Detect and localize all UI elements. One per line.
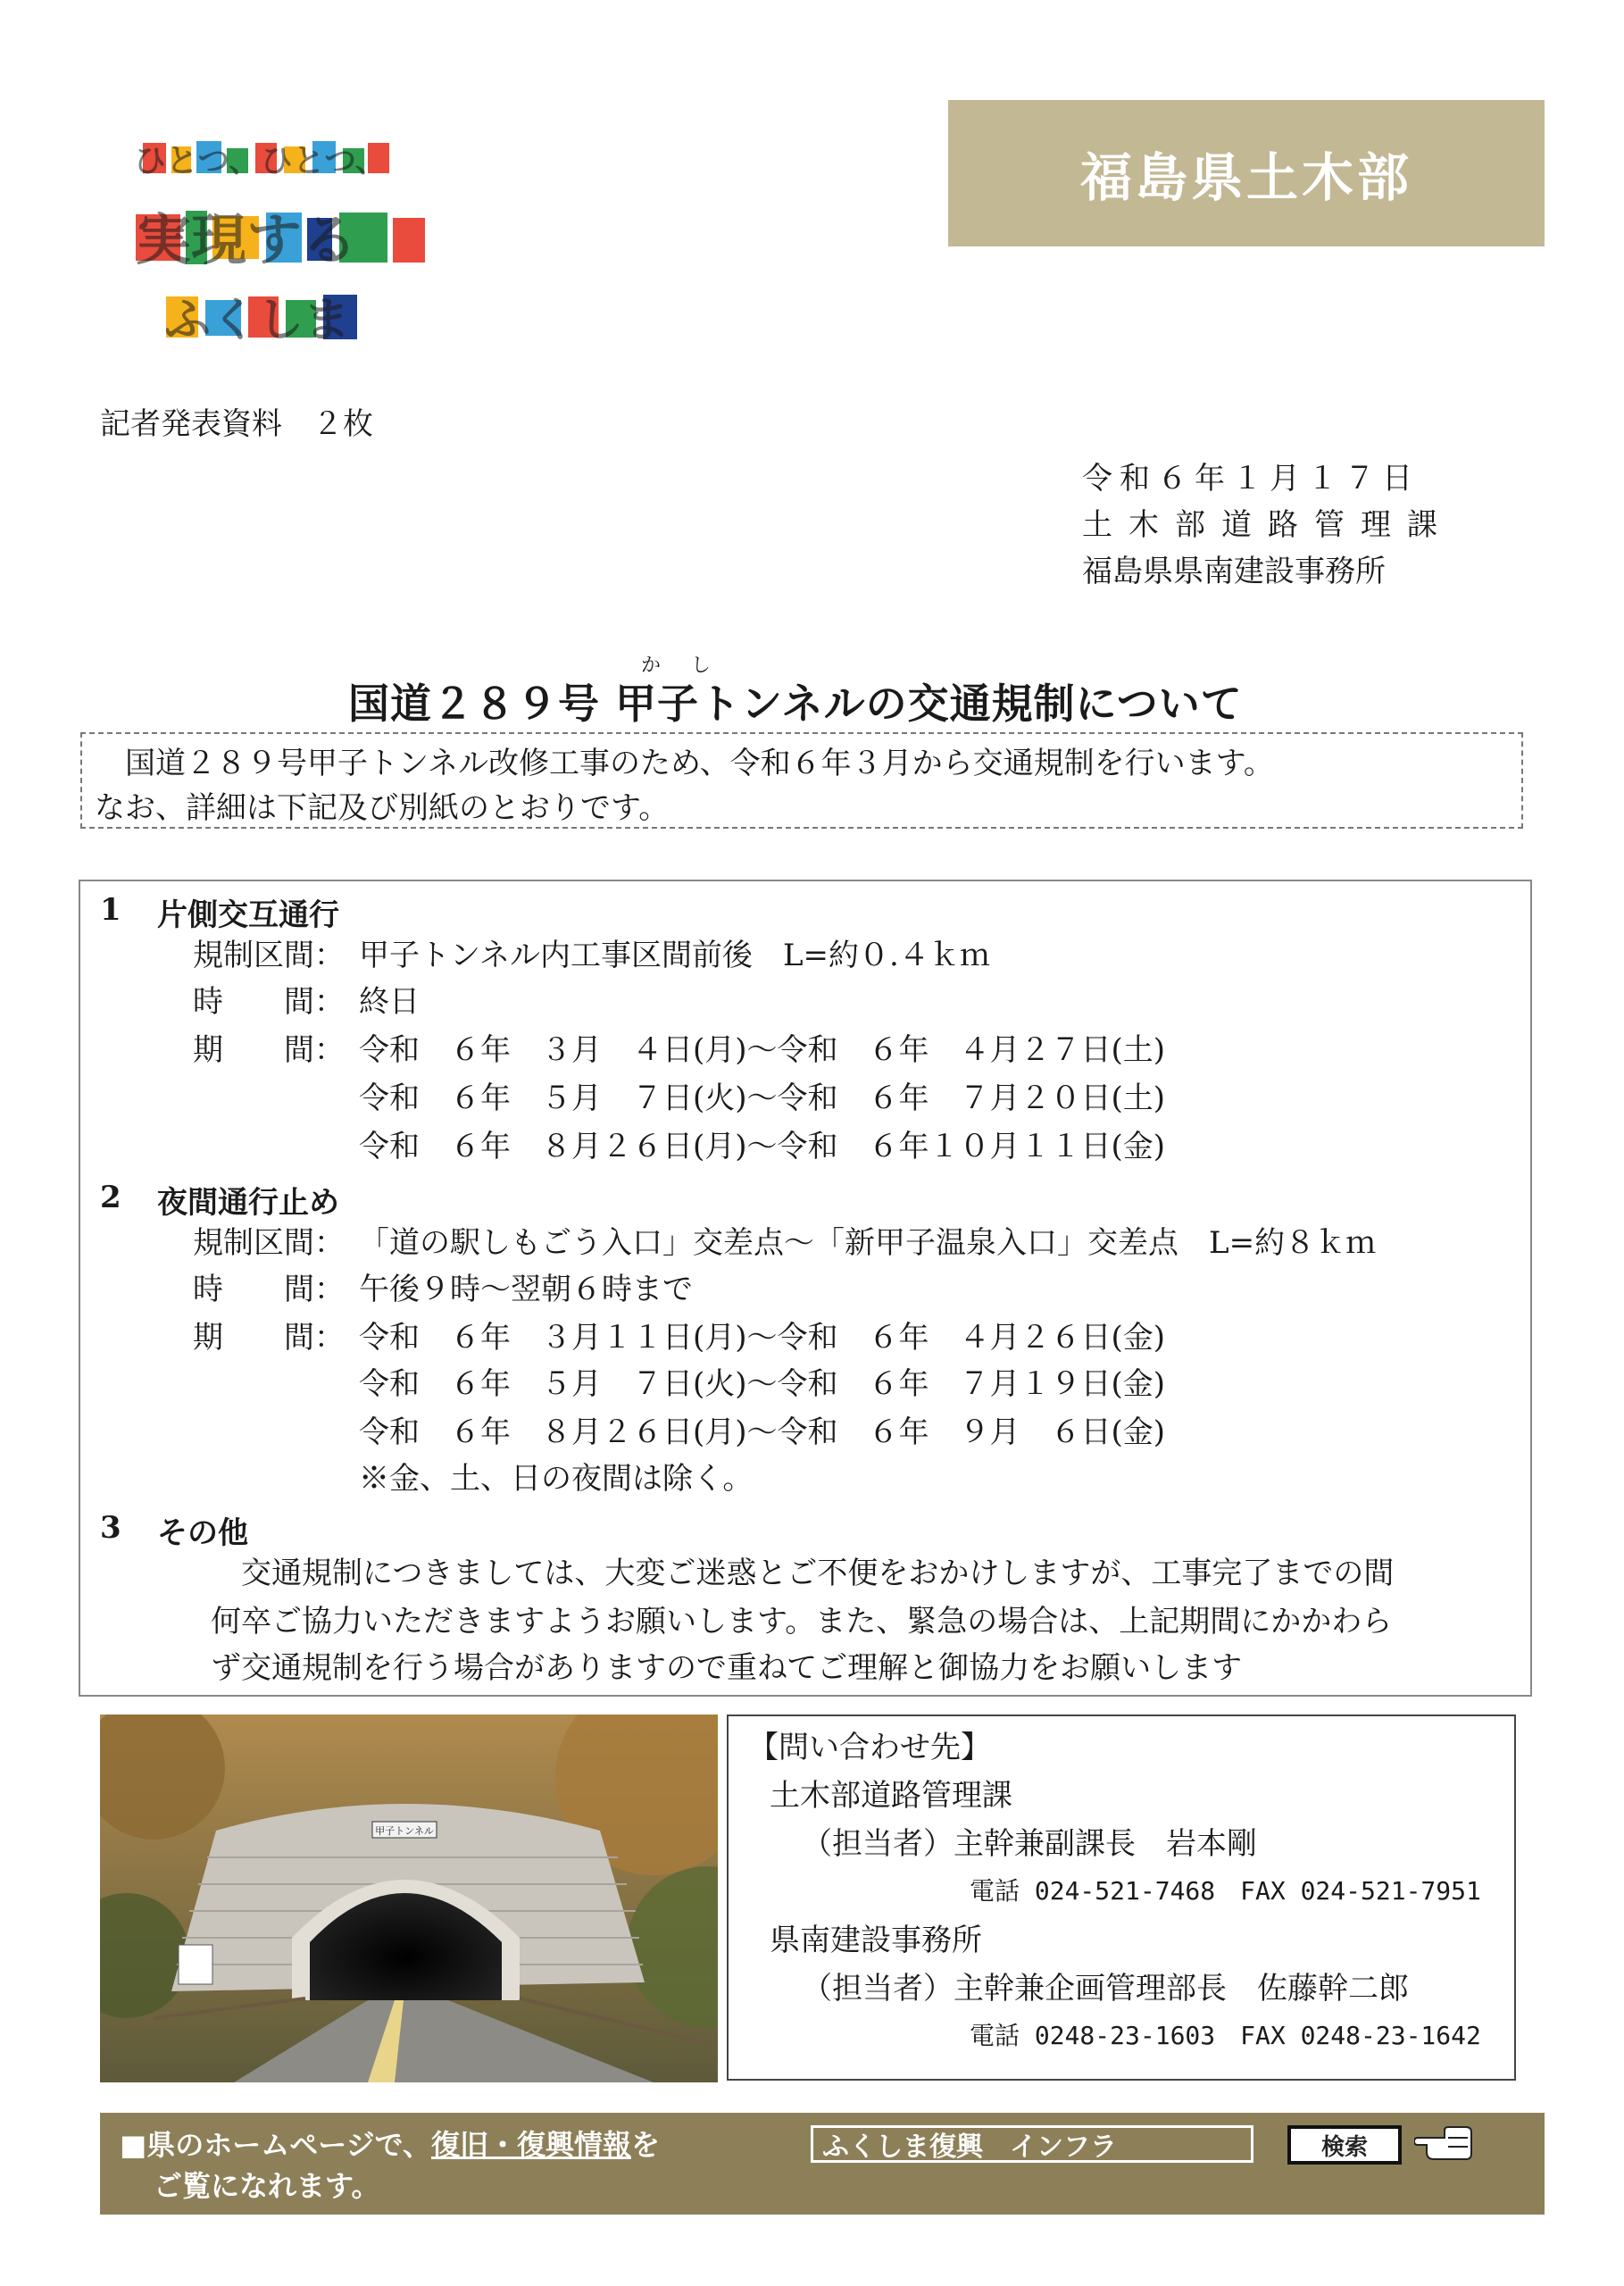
section-title: その他 — [157, 1515, 248, 1551]
time-row — [193, 984, 420, 1020]
contact-org: 県南建設事務所 — [770, 1923, 982, 1958]
field-label: 時 間： — [193, 1272, 345, 1307]
contact-phone: 電話 0248-23-1603 FAX 0248-23-1642 — [970, 2021, 1481, 2050]
tunnel-photo — [100, 1714, 718, 2082]
section-range-row — [193, 940, 990, 971]
department-name: 福島県土木部 — [1079, 147, 1412, 208]
field-value: 終日 — [359, 984, 420, 1020]
field-label: 規制区間： — [193, 1225, 345, 1261]
logo-line1: ひとつ、ひとつ、 — [134, 143, 387, 179]
summary-line: なお、詳細は下記及び別紙のとおりです。 — [95, 790, 670, 826]
field-value: 「道の駅しもごう入口」交差点～「新甲子温泉入口」交差点 L=約８ｋｍ — [359, 1225, 1377, 1261]
search-button[interactable]: 検索 — [1287, 2125, 1402, 2165]
section-number: 3 — [100, 1510, 121, 1546]
department-header — [948, 100, 1545, 246]
period-value: 令和 ６年 ５月 ７日(火)～令和 ６年 ７月２０日(土) — [359, 1080, 1166, 1116]
logo-line3: ふくしま — [164, 294, 351, 347]
contact-box — [727, 1714, 1516, 2081]
contact-heading: 【問い合わせ先】 — [748, 1730, 991, 1765]
period-row — [193, 1032, 1166, 1068]
field-label: 期 間： — [193, 1320, 345, 1356]
issuer-office: 福島県県南建設事務所 — [1082, 554, 1386, 589]
section-title: 夜間通行止め — [157, 1185, 339, 1221]
issuer-division: 土木部道路管理課 — [1082, 507, 1453, 543]
period-row — [193, 1320, 1166, 1356]
logo-line2: 実現する — [136, 207, 358, 272]
section-title: 片側交互通行 — [157, 897, 339, 933]
section-range-row — [193, 1225, 1377, 1261]
press-release-note: 記者発表資料 ２枚 — [100, 406, 373, 442]
field-label: 時 間： — [193, 984, 345, 1020]
regulation-details — [79, 880, 1532, 1697]
field-value: 甲子トンネル内工事区間前後 L=約０.４ｋｍ — [359, 938, 990, 973]
period-note: ※金、土、日の夜間は除く。 — [359, 1461, 754, 1497]
fukushima-logo — [100, 100, 484, 386]
contact-person: （担当者）主幹兼企画管理部長 佐藤幹二郎 — [802, 1971, 1409, 2007]
contact-org: 土木部道路管理課 — [770, 1778, 1012, 1814]
period-value: 令和 ６年 ８月２６日(月)～令和 ６年１０月１１日(金) — [359, 1129, 1166, 1164]
notice-line: ず交通規制を行う場合がありますので重ねてご理解と御協力をお願いします — [211, 1650, 1243, 1686]
issue-date: 令和６年１月１７日 — [1082, 461, 1420, 496]
section-number: 2 — [100, 1180, 121, 1215]
pointing-hand-icon — [1414, 2123, 1473, 2163]
summary-box — [80, 732, 1523, 829]
field-label: 規制区間： — [193, 938, 345, 973]
field-label: 期 間： — [193, 1032, 345, 1068]
footer-line: ご覧になれます。 — [154, 2169, 380, 2203]
page-title: 国道２８９号 甲子トンネルの交通規制について — [348, 680, 1243, 728]
period-value: 令和 ６年 ８月２６日(月)～令和 ６年 ９月 ６日(金) — [359, 1414, 1166, 1450]
contact-person: （担当者）主幹兼副課長 岩本剛 — [802, 1826, 1257, 1862]
notice-line: 交通規制につきましては、大変ご迷惑とご不便をおかけしますが、工事完了までの間 — [211, 1556, 1395, 1591]
field-value: 午後９時～翌朝６時まで — [359, 1272, 693, 1307]
period-value: 令和 ６年 ３月１１日(月)～令和 ６年 ４月２６日(金) — [359, 1320, 1166, 1356]
period-value: 令和 ６年 ３月 ４日(月)～令和 ６年 ４月２７日(土) — [359, 1032, 1166, 1068]
footer-banner — [100, 2113, 1545, 2215]
time-row — [193, 1274, 693, 1305]
title-ruby: かし — [641, 655, 742, 677]
tunnel-sign: 甲子トンネル — [375, 1825, 434, 1837]
notice-line: 何卒ご協力いただきますようお願いします。また、緊急の場合は、上記期間にかかわら — [211, 1604, 1393, 1639]
footer-text: ■県のホームページで、 — [120, 2128, 431, 2162]
period-value: 令和 ６年 ５月 ７日(火)～令和 ６年 ７月１９日(金) — [359, 1366, 1166, 1402]
footer-line — [120, 2128, 660, 2162]
section-number: 1 — [100, 892, 121, 928]
summary-line: 国道２８９号甲子トンネル改修工事のため、令和６年３月から交通規制を行います。 — [95, 746, 1274, 781]
recovery-info-link[interactable]: 復旧・復興情報 — [430, 2128, 631, 2162]
contact-phone: 電話 024-521-7468 FAX 024-521-7951 — [970, 1876, 1481, 1906]
footer-text: を — [630, 2128, 660, 2162]
search-input[interactable] — [811, 2125, 1253, 2163]
